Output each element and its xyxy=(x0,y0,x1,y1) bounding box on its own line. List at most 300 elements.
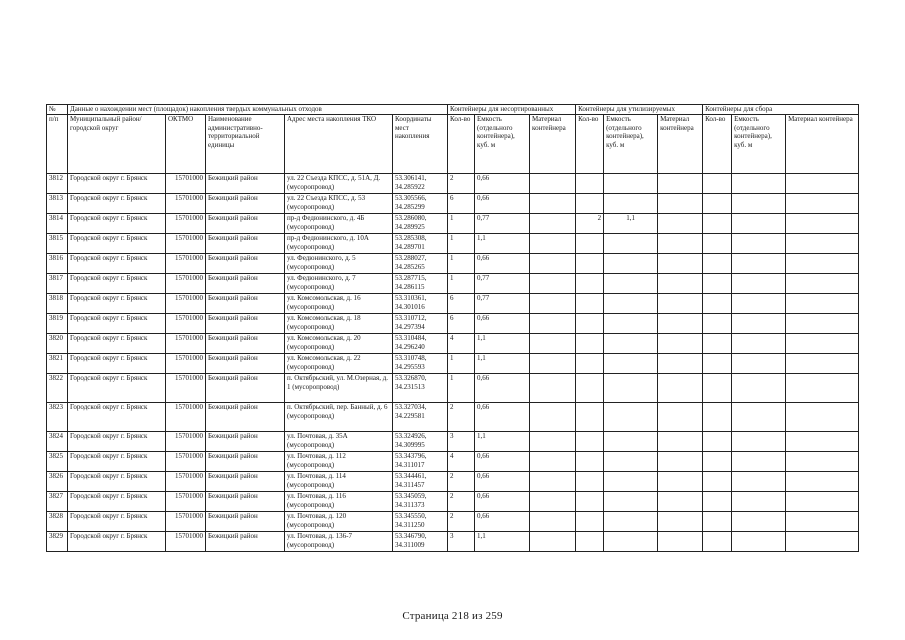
cell-unsorted-volume: 0,66 xyxy=(475,194,530,214)
cell-address: ул. Комсомольская, д. 16 (мусоропровод) xyxy=(285,294,393,314)
cell-coords: 53.346790, 34.311009 xyxy=(393,532,448,552)
cell-recyclable-count xyxy=(576,403,604,432)
cell-unsorted-volume: 1,1 xyxy=(475,334,530,354)
cell-coords: 53.306141, 34.285922 xyxy=(393,174,448,194)
cell-collection-volume xyxy=(732,314,786,334)
cell-unsorted-material xyxy=(530,294,576,314)
cell-municipality: Городской округ г. Брянск xyxy=(68,334,166,354)
cell-collection-count xyxy=(703,174,732,194)
table-row xyxy=(47,532,859,552)
cell-recyclable-count xyxy=(576,194,604,214)
cell-unsorted-material xyxy=(530,274,576,294)
cell-recyclable-volume: 1,1 xyxy=(604,214,658,234)
cell-collection-volume xyxy=(732,194,786,214)
header-collection-volume: Емкость (отдельного контейнера), куб. м xyxy=(732,115,786,174)
cell-no: 3814 xyxy=(47,214,68,234)
cell-recyclable-volume xyxy=(604,354,658,374)
cell-admin-unit: Бежицкий район xyxy=(206,314,285,334)
header-group-location: Данные о нахождении мест (площадок) накопления твердых коммунальных отходов xyxy=(68,105,448,115)
cell-address: пр-д Федюнинского, д. 4Б (мусоропровод) xyxy=(285,214,393,234)
cell-recyclable-volume xyxy=(604,254,658,274)
cell-no: 3824 xyxy=(47,432,68,452)
cell-recyclable-count xyxy=(576,492,604,512)
cell-oktmo: 15701000 xyxy=(166,314,206,334)
cell-recyclable-count xyxy=(576,234,604,254)
cell-recyclable-material xyxy=(658,194,703,214)
header-address: Адрес места накопления ТКО xyxy=(285,115,393,174)
cell-address: ул. Почтовая, д. 120 (мусоропровод) xyxy=(285,512,393,532)
header-unsorted-count: Кол-во xyxy=(448,115,475,174)
cell-collection-volume xyxy=(732,254,786,274)
cell-recyclable-volume xyxy=(604,334,658,354)
table-body xyxy=(47,174,859,552)
cell-coords: 53.343796, 34.311017 xyxy=(393,452,448,472)
cell-collection-volume xyxy=(732,294,786,314)
cell-unsorted-material xyxy=(530,314,576,334)
cell-admin-unit: Бежицкий район xyxy=(206,254,285,274)
cell-recyclable-material xyxy=(658,472,703,492)
header-recyclable-material: Материал контейнера xyxy=(658,115,703,174)
cell-coords: 53.345550, 34.311250 xyxy=(393,512,448,532)
cell-unsorted-material xyxy=(530,234,576,254)
cell-unsorted-count: 1 xyxy=(448,374,475,403)
header-recyclable-count: Кол-во xyxy=(576,115,604,174)
cell-unsorted-count: 1 xyxy=(448,234,475,254)
cell-coords: 53.344461, 34.311457 xyxy=(393,472,448,492)
cell-collection-count xyxy=(703,403,732,432)
cell-recyclable-count: 2 xyxy=(576,214,604,234)
header-no: № xyxy=(47,105,68,115)
cell-municipality: Городской округ г. Брянск xyxy=(68,294,166,314)
cell-oktmo: 15701000 xyxy=(166,294,206,314)
cell-admin-unit: Бежицкий район xyxy=(206,532,285,552)
cell-admin-unit: Бежицкий район xyxy=(206,294,285,314)
header-group-recyclable: Контейнеры для утилизируемых xyxy=(576,105,703,115)
cell-collection-volume xyxy=(732,334,786,354)
cell-recyclable-count xyxy=(576,532,604,552)
cell-address: ул. Почтовая, д. 35А (мусоропровод) xyxy=(285,432,393,452)
cell-unsorted-volume: 1,1 xyxy=(475,532,530,552)
cell-admin-unit: Бежицкий район xyxy=(206,492,285,512)
cell-no: 3819 xyxy=(47,314,68,334)
cell-municipality: Городской округ г. Брянск xyxy=(68,314,166,334)
cell-unsorted-count: 2 xyxy=(448,472,475,492)
cell-no: 3817 xyxy=(47,274,68,294)
cell-collection-volume xyxy=(732,403,786,432)
cell-collection-count xyxy=(703,214,732,234)
cell-coords: 53.327034, 34.229581 xyxy=(393,403,448,432)
header-no-sub: п/п xyxy=(47,115,68,174)
cell-address: ул. Федюнинского, д. 7 (мусоропровод) xyxy=(285,274,393,294)
cell-no: 3813 xyxy=(47,194,68,214)
cell-unsorted-count: 1 xyxy=(448,354,475,374)
cell-coords: 53.324926, 34.309995 xyxy=(393,432,448,452)
cell-recyclable-material xyxy=(658,403,703,432)
cell-municipality: Городской округ г. Брянск xyxy=(68,214,166,234)
cell-unsorted-count: 4 xyxy=(448,452,475,472)
cell-recyclable-volume xyxy=(604,234,658,254)
cell-recyclable-material xyxy=(658,234,703,254)
cell-collection-material xyxy=(786,274,859,294)
cell-address: п. Октябрьский, ул. М.Озерная, д. 1 (мусоропровод) xyxy=(285,374,393,403)
cell-unsorted-volume: 1,1 xyxy=(475,234,530,254)
cell-collection-material xyxy=(786,532,859,552)
cell-collection-material xyxy=(786,403,859,432)
cell-recyclable-volume xyxy=(604,452,658,472)
cell-oktmo: 15701000 xyxy=(166,512,206,532)
cell-recyclable-material xyxy=(658,334,703,354)
cell-collection-volume xyxy=(732,354,786,374)
cell-municipality: Городской округ г. Брянск xyxy=(68,374,166,403)
cell-coords: 53.310712, 34.297394 xyxy=(393,314,448,334)
cell-oktmo: 15701000 xyxy=(166,374,206,403)
header-group-unsorted: Контейнеры для несортированных xyxy=(448,105,576,115)
cell-unsorted-volume: 0,77 xyxy=(475,214,530,234)
table-row xyxy=(47,452,859,472)
cell-collection-count xyxy=(703,512,732,532)
cell-collection-volume xyxy=(732,174,786,194)
cell-unsorted-volume: 0,66 xyxy=(475,314,530,334)
cell-unsorted-volume: 0,66 xyxy=(475,174,530,194)
table-row xyxy=(47,314,859,334)
table-row xyxy=(47,194,859,214)
cell-recyclable-count xyxy=(576,334,604,354)
cell-unsorted-volume: 0,77 xyxy=(475,294,530,314)
cell-address: ул. Почтовая, д. 116 (мусоропровод) xyxy=(285,492,393,512)
cell-oktmo: 15701000 xyxy=(166,492,206,512)
cell-recyclable-material xyxy=(658,452,703,472)
waste-sites-table xyxy=(46,104,859,552)
cell-admin-unit: Бежицкий район xyxy=(206,274,285,294)
cell-oktmo: 15701000 xyxy=(166,214,206,234)
cell-municipality: Городской округ г. Брянск xyxy=(68,532,166,552)
table-row xyxy=(47,354,859,374)
cell-collection-count xyxy=(703,234,732,254)
cell-recyclable-material xyxy=(658,512,703,532)
cell-recyclable-count xyxy=(576,174,604,194)
cell-collection-count xyxy=(703,472,732,492)
cell-recyclable-count xyxy=(576,432,604,452)
cell-address: ул. 22 Съезда КПСС, д. 51А, Д. (мусоропровод) xyxy=(285,174,393,194)
page-number: Страница 218 из 259 xyxy=(402,610,503,622)
cell-collection-material xyxy=(786,194,859,214)
cell-collection-material xyxy=(786,214,859,234)
cell-collection-material xyxy=(786,294,859,314)
cell-municipality: Городской округ г. Брянск xyxy=(68,254,166,274)
cell-unsorted-volume: 1,1 xyxy=(475,354,530,374)
cell-collection-material xyxy=(786,174,859,194)
cell-no: 3823 xyxy=(47,403,68,432)
cell-recyclable-material xyxy=(658,294,703,314)
cell-recyclable-volume xyxy=(604,174,658,194)
cell-collection-volume xyxy=(732,274,786,294)
cell-collection-material xyxy=(786,492,859,512)
header-unsorted-material: Материал контейнера xyxy=(530,115,576,174)
cell-unsorted-count: 6 xyxy=(448,194,475,214)
cell-oktmo: 15701000 xyxy=(166,403,206,432)
cell-oktmo: 15701000 xyxy=(166,274,206,294)
cell-unsorted-volume: 0,66 xyxy=(475,254,530,274)
cell-municipality: Городской округ г. Брянск xyxy=(68,512,166,532)
cell-address: ул. Почтовая, д. 136-7 (мусоропровод) xyxy=(285,532,393,552)
cell-unsorted-material xyxy=(530,214,576,234)
cell-address: пр-д Федюнинского, д. 10А (мусоропровод) xyxy=(285,234,393,254)
cell-no: 3816 xyxy=(47,254,68,274)
cell-no: 3815 xyxy=(47,234,68,254)
cell-oktmo: 15701000 xyxy=(166,234,206,254)
cell-unsorted-material xyxy=(530,174,576,194)
header-unsorted-volume: Емкость (отдельного контейнера), куб. м xyxy=(475,115,530,174)
header-admin-unit: Наименование административно-территориальной единицы xyxy=(206,115,285,174)
cell-collection-material xyxy=(786,452,859,472)
cell-collection-material xyxy=(786,432,859,452)
cell-recyclable-material xyxy=(658,174,703,194)
cell-recyclable-material xyxy=(658,492,703,512)
cell-recyclable-count xyxy=(576,354,604,374)
cell-admin-unit: Бежицкий район xyxy=(206,194,285,214)
cell-collection-material xyxy=(786,374,859,403)
cell-collection-material xyxy=(786,354,859,374)
cell-oktmo: 15701000 xyxy=(166,334,206,354)
cell-admin-unit: Бежицкий район xyxy=(206,403,285,432)
cell-municipality: Городской округ г. Брянск xyxy=(68,194,166,214)
cell-collection-count xyxy=(703,492,732,512)
cell-recyclable-material xyxy=(658,374,703,403)
cell-recyclable-material xyxy=(658,274,703,294)
cell-unsorted-volume: 1,1 xyxy=(475,432,530,452)
table-row xyxy=(47,492,859,512)
cell-address: ул. 22 Съезда КПСС, д. 53 (мусоропровод) xyxy=(285,194,393,214)
cell-recyclable-material xyxy=(658,432,703,452)
cell-unsorted-volume: 0,77 xyxy=(475,274,530,294)
cell-unsorted-volume: 0,66 xyxy=(475,403,530,432)
cell-collection-volume xyxy=(732,492,786,512)
cell-address: ул. Комсомольская, д. 20 (мусоропровод) xyxy=(285,334,393,354)
cell-no: 3822 xyxy=(47,374,68,403)
cell-admin-unit: Бежицкий район xyxy=(206,214,285,234)
cell-coords: 53.287715, 34.286115 xyxy=(393,274,448,294)
header-oktmo: ОКТМО xyxy=(166,115,206,174)
table-row xyxy=(47,472,859,492)
cell-municipality: Городской округ г. Брянск xyxy=(68,274,166,294)
cell-recyclable-volume xyxy=(604,532,658,552)
cell-admin-unit: Бежицкий район xyxy=(206,472,285,492)
cell-unsorted-material xyxy=(530,403,576,432)
table-row xyxy=(47,234,859,254)
cell-unsorted-volume: 0,66 xyxy=(475,512,530,532)
cell-collection-count xyxy=(703,374,732,403)
cell-collection-count xyxy=(703,334,732,354)
header-row-groups xyxy=(47,105,859,115)
cell-coords: 53.288027, 34.285265 xyxy=(393,254,448,274)
cell-no: 3818 xyxy=(47,294,68,314)
cell-recyclable-volume xyxy=(604,492,658,512)
cell-recyclable-volume xyxy=(604,314,658,334)
cell-recyclable-count xyxy=(576,512,604,532)
cell-recyclable-count xyxy=(576,254,604,274)
cell-admin-unit: Бежицкий район xyxy=(206,354,285,374)
cell-recyclable-volume xyxy=(604,274,658,294)
cell-admin-unit: Бежицкий район xyxy=(206,234,285,254)
cell-oktmo: 15701000 xyxy=(166,532,206,552)
cell-admin-unit: Бежицкий район xyxy=(206,334,285,354)
cell-recyclable-count xyxy=(576,374,604,403)
header-recyclable-volume: Емкость (отдельного контейнера), куб. м xyxy=(604,115,658,174)
cell-collection-count xyxy=(703,194,732,214)
cell-recyclable-volume xyxy=(604,374,658,403)
cell-no: 3812 xyxy=(47,174,68,194)
cell-municipality: Городской округ г. Брянск xyxy=(68,472,166,492)
table-row xyxy=(47,294,859,314)
cell-no: 3825 xyxy=(47,452,68,472)
cell-oktmo: 15701000 xyxy=(166,254,206,274)
cell-municipality: Городской округ г. Брянск xyxy=(68,234,166,254)
cell-address: ул. Федюнинского, д. 5 (мусоропровод) xyxy=(285,254,393,274)
cell-recyclable-material xyxy=(658,354,703,374)
cell-unsorted-material xyxy=(530,374,576,403)
cell-recyclable-material xyxy=(658,314,703,334)
cell-unsorted-count: 1 xyxy=(448,274,475,294)
cell-collection-material xyxy=(786,234,859,254)
cell-no: 3828 xyxy=(47,512,68,532)
cell-collection-volume xyxy=(732,214,786,234)
cell-unsorted-count: 2 xyxy=(448,403,475,432)
cell-collection-count xyxy=(703,294,732,314)
registry-sheet xyxy=(46,104,858,552)
cell-collection-material xyxy=(786,472,859,492)
table-row xyxy=(47,374,859,403)
cell-collection-volume xyxy=(732,374,786,403)
header-collection-material: Материал контейнера xyxy=(786,115,859,174)
cell-address: ул. Почтовая, д. 112 (мусоропровод) xyxy=(285,452,393,472)
cell-municipality: Городской округ г. Брянск xyxy=(68,452,166,472)
table-row xyxy=(47,214,859,234)
cell-coords: 53.326870, 34.231513 xyxy=(393,374,448,403)
cell-collection-volume xyxy=(732,532,786,552)
cell-recyclable-volume xyxy=(604,294,658,314)
cell-unsorted-volume: 0,66 xyxy=(475,492,530,512)
cell-collection-count xyxy=(703,354,732,374)
cell-unsorted-count: 6 xyxy=(448,314,475,334)
table-row xyxy=(47,174,859,194)
cell-collection-count xyxy=(703,452,732,472)
table-row xyxy=(47,274,859,294)
cell-unsorted-count: 1 xyxy=(448,214,475,234)
cell-recyclable-volume xyxy=(604,472,658,492)
header-group-collection: Контейнеры для сбора xyxy=(703,105,859,115)
cell-unsorted-count: 2 xyxy=(448,174,475,194)
cell-collection-volume xyxy=(732,512,786,532)
cell-collection-material xyxy=(786,512,859,532)
cell-recyclable-count xyxy=(576,452,604,472)
cell-unsorted-material xyxy=(530,254,576,274)
cell-coords: 53.310484, 34.296240 xyxy=(393,334,448,354)
cell-address: ул. Комсомольская, д. 22 (мусоропровод) xyxy=(285,354,393,374)
cell-collection-count xyxy=(703,254,732,274)
cell-municipality: Городской округ г. Брянск xyxy=(68,492,166,512)
cell-admin-unit: Бежицкий район xyxy=(206,174,285,194)
cell-unsorted-count: 2 xyxy=(448,512,475,532)
cell-unsorted-count: 4 xyxy=(448,334,475,354)
cell-unsorted-volume: 0,66 xyxy=(475,374,530,403)
cell-unsorted-material xyxy=(530,432,576,452)
table-row xyxy=(47,334,859,354)
cell-recyclable-volume xyxy=(604,403,658,432)
cell-oktmo: 15701000 xyxy=(166,452,206,472)
cell-collection-volume xyxy=(732,472,786,492)
table-row xyxy=(47,254,859,274)
cell-no: 3829 xyxy=(47,532,68,552)
table-row xyxy=(47,432,859,452)
cell-collection-count xyxy=(703,314,732,334)
table-row xyxy=(47,403,859,432)
cell-recyclable-volume xyxy=(604,194,658,214)
cell-collection-volume xyxy=(732,234,786,254)
cell-unsorted-material xyxy=(530,452,576,472)
cell-no: 3821 xyxy=(47,354,68,374)
cell-coords: 53.310361, 34.301016 xyxy=(393,294,448,314)
cell-no: 3827 xyxy=(47,492,68,512)
cell-no: 3820 xyxy=(47,334,68,354)
cell-recyclable-material xyxy=(658,254,703,274)
cell-unsorted-material xyxy=(530,334,576,354)
cell-collection-material xyxy=(786,334,859,354)
cell-admin-unit: Бежицкий район xyxy=(206,452,285,472)
cell-recyclable-count xyxy=(576,472,604,492)
cell-unsorted-material xyxy=(530,492,576,512)
cell-address: п. Октябрьский, пер. Банный, д. 6 (мусоропровод) xyxy=(285,403,393,432)
cell-admin-unit: Бежицкий район xyxy=(206,512,285,532)
cell-coords: 53.285308, 34.289701 xyxy=(393,234,448,254)
cell-oktmo: 15701000 xyxy=(166,432,206,452)
cell-oktmo: 15701000 xyxy=(166,472,206,492)
cell-no: 3826 xyxy=(47,472,68,492)
cell-unsorted-count: 1 xyxy=(448,254,475,274)
cell-admin-unit: Бежицкий район xyxy=(206,374,285,403)
cell-coords: 53.345059, 34.311373 xyxy=(393,492,448,512)
cell-recyclable-count xyxy=(576,274,604,294)
cell-collection-material xyxy=(786,314,859,334)
cell-municipality: Городской округ г. Брянск xyxy=(68,354,166,374)
cell-recyclable-count xyxy=(576,314,604,334)
cell-recyclable-count xyxy=(576,294,604,314)
cell-collection-volume xyxy=(732,452,786,472)
cell-coords: 53.286080, 34.289925 xyxy=(393,214,448,234)
cell-unsorted-material xyxy=(530,472,576,492)
cell-recyclable-volume xyxy=(604,432,658,452)
cell-oktmo: 15701000 xyxy=(166,354,206,374)
cell-coords: 53.310748, 34.295593 xyxy=(393,354,448,374)
cell-recyclable-material xyxy=(658,214,703,234)
cell-unsorted-volume: 0,66 xyxy=(475,472,530,492)
cell-unsorted-volume: 0,66 xyxy=(475,452,530,472)
cell-unsorted-count: 3 xyxy=(448,532,475,552)
cell-admin-unit: Бежицкий район xyxy=(206,432,285,452)
header-row-columns xyxy=(47,115,859,174)
cell-recyclable-volume xyxy=(604,512,658,532)
header-municipality: Муниципальный район/городской округ xyxy=(68,115,166,174)
header-coords: Координаты мест накопления xyxy=(393,115,448,174)
cell-collection-count xyxy=(703,274,732,294)
cell-municipality: Городской округ г. Брянск xyxy=(68,403,166,432)
cell-unsorted-material xyxy=(530,512,576,532)
cell-collection-count xyxy=(703,532,732,552)
cell-unsorted-count: 3 xyxy=(448,432,475,452)
cell-collection-count xyxy=(703,432,732,452)
cell-oktmo: 15701000 xyxy=(166,174,206,194)
cell-municipality: Городской округ г. Брянск xyxy=(68,174,166,194)
table-row xyxy=(47,512,859,532)
